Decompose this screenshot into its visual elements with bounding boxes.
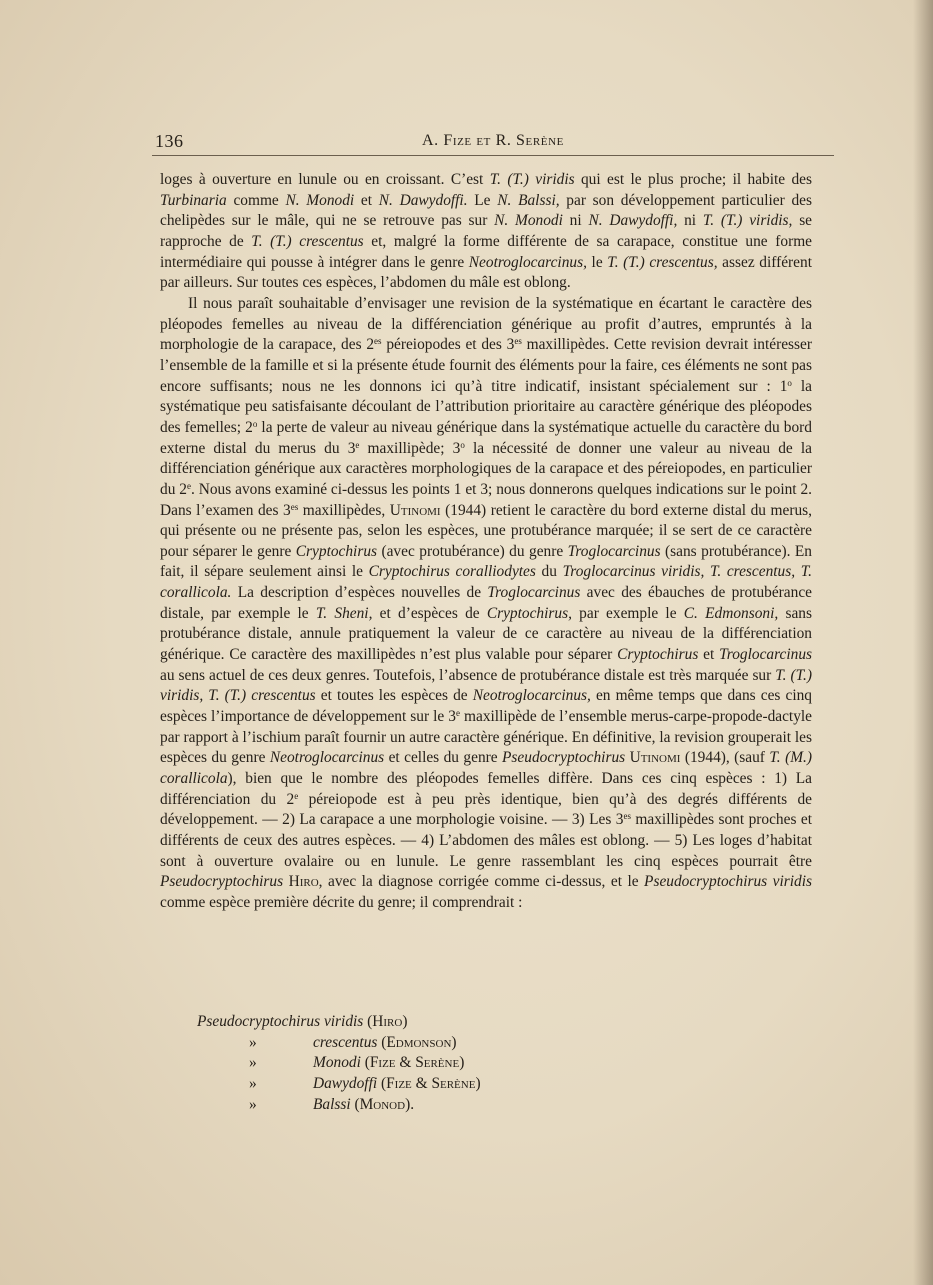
text-run: du: [535, 563, 563, 581]
taxon-name: Cryptochirus,: [486, 604, 572, 622]
taxon-name: T. (T.) crescentus: [251, 232, 364, 250]
running-head: A. Fize et R. Serène: [421, 132, 564, 149]
ditto-mark: »: [249, 1095, 257, 1113]
ditto-mark: »: [249, 1033, 257, 1051]
text-run: maxillipèdes sont proches et différents de ceux des autres espèces. — 4) L’abdomen des mâles est oblong. — 5) Les loges d’habitat sont à ouverture ovalaire ou en lunule. Le genre rassemblant les cinq espèces pourrait être: [160, 811, 812, 870]
text-run: péreiopode est à peu près identique, bien qu’à des degrés différents de développement. — 2) La carapace a une morphologie voisine. — 3) Les 3: [160, 790, 813, 829]
taxon-name: Troglocarcinus: [719, 646, 812, 664]
ditto-mark: »: [249, 1054, 257, 1072]
text-run: et toutes les espèces de: [315, 687, 473, 705]
ordinal-superscript: o: [787, 377, 792, 388]
ordinal-superscript: es: [290, 501, 299, 512]
author-name: (Fize & Serène): [377, 1075, 481, 1093]
taxon-name: Pseudocryptochirus viridis: [197, 1013, 364, 1030]
text-run: au sens actuel de ces deux genres. Toutefois, l’absence de protubérance distale est très marquée sur: [160, 666, 776, 684]
taxon-name: Troglocarcinus: [487, 584, 581, 602]
text-run: le: [586, 253, 608, 271]
ditto-mark: »: [249, 1075, 257, 1093]
taxon-name: N. Monodi: [285, 191, 355, 209]
text-run: avec la diagnose corrigée comme ci-dessus, et le: [322, 873, 645, 891]
ordinal-superscript: o: [460, 439, 465, 450]
taxon-name: Troglocarcinus: [567, 542, 661, 560]
author-name: (Fize & Serène): [360, 1054, 465, 1072]
text-run: comme espèce première décrite du genre; il comprendrait :: [160, 893, 523, 911]
text-run: et, malgré la forme différente de sa carapace, constitue une forme intermédiaire qui pousse à intégrer dans le genre: [160, 232, 812, 271]
author-name: (Edmonson): [377, 1033, 457, 1051]
taxon-name: Neotroglocarcinus: [269, 749, 385, 767]
text-run: ni: [562, 212, 589, 230]
text-run: et: [354, 191, 379, 209]
taxon-name: Cryptochirus: [617, 646, 699, 664]
author-name: Utinomi: [389, 501, 441, 519]
taxon-name: C. Edmonsoni,: [683, 604, 779, 622]
ordinal-superscript: o: [252, 418, 258, 429]
taxon-name: Turbinaria: [160, 191, 227, 209]
ordinal-superscript: e: [456, 708, 460, 719]
taxon-name: T. (M.) corallicola: [160, 749, 812, 788]
text-run: ), bien que le nombre des pléopodes femelles diffère. Dans ces cinq espèces : 1) La différenciation du 2: [160, 770, 812, 808]
paragraph-1: [160, 170, 812, 294]
binding-shadow: [913, 0, 933, 1285]
text-run: loges à ouverture en lunule ou en croissant. C’est: [160, 171, 490, 188]
taxon-name: T. (T.) crescentus,: [607, 253, 718, 271]
taxon-name: Troglocarcinus viridis, T. crescentus, T. corallicola.: [160, 563, 812, 602]
ordinal-superscript: e: [186, 480, 191, 491]
author-name: (Monod).: [350, 1095, 415, 1113]
taxon-name: Neotroglocarcinus,: [472, 687, 591, 705]
text-run: Il nous paraît souhaitable d’envisager une revision de la systématique en écartant le caractère des pléopodes femelles au niveau de la différenciation générique au profit d’autres, empruntés à la morphologie de la carapace, des 2: [160, 294, 812, 354]
taxon-name: crescentus: [313, 1033, 378, 1051]
text-run: maxillipède de l’ensemble merus-carpe-propode-dactyle par rapport à l’ischium paraît fournir un autre caractère générique. En définitive, la revision grouperait les espèces du genre: [160, 708, 813, 767]
ordinal-superscript: es: [623, 811, 631, 822]
taxon-name: Pseudocryptochirus: [160, 873, 284, 891]
text-run: maxillipèdes,: [298, 501, 390, 519]
taxon-name: Pseudocryptochirus viridis: [644, 873, 812, 891]
page-number: 136: [155, 131, 184, 151]
taxon-name: N. Dawydoffi.: [378, 191, 468, 209]
page-header: [152, 131, 834, 156]
taxon-name: Balssi: [313, 1095, 351, 1113]
species-entry: [313, 1053, 464, 1074]
text-run: La description d’espèces nouvelles de: [231, 584, 488, 602]
text-run: et celles du genre: [384, 749, 503, 767]
author-name: Utinomi: [629, 749, 681, 767]
taxon-name: Dawydoffi: [313, 1075, 378, 1093]
text-run: qui est le plus proche; il habite des: [574, 171, 813, 188]
text-run: comme: [226, 191, 286, 209]
taxon-name: Cryptochirus: [295, 542, 378, 560]
text-run: par exemple le: [571, 604, 684, 622]
text-run: et: [698, 646, 720, 664]
taxon-name: T. (T.) viridis: [489, 171, 575, 188]
taxon-name: Monodi: [313, 1054, 361, 1072]
taxon-name: Neotroglocarcinus,: [468, 253, 587, 271]
author-name: (Hiro): [363, 1013, 408, 1030]
text-run: la nécessité de donner une valeur au niveau de la différenciation générique aux caractères morphologiques de la carapace et des péreiopodes, en particulier du 2: [160, 439, 812, 498]
list-item: [197, 1053, 757, 1074]
text-run: (avec protubérance) du genre: [377, 542, 568, 560]
species-entry: [313, 1074, 481, 1095]
text-run: (1944), (sauf: [680, 749, 770, 767]
ordinal-superscript: e: [294, 790, 299, 801]
text-run: . Nous avons examiné ci-dessus les points 1 et 3; nous donnerons quelques indications sur le point 2. Dans l’examen des 3: [160, 480, 812, 519]
text-run: par son développement particulier des chelipèdes sur le mâle, qui ne se retrouve pas sur: [160, 191, 812, 230]
species-entry: [197, 1012, 407, 1033]
ordinal-superscript: e: [355, 439, 360, 450]
text-run: assez différent par ailleurs. Sur toutes ces espèces, l’abdomen du mâle est oblong.: [160, 253, 812, 292]
text-run: avec des ébauches de protubérance distale, par exemple le: [160, 584, 812, 622]
text-run: (1944) retient le caractère du bord externe distal du merus, qui présente ou ne présente pas, selon les espèces, une protubérance marquée; il se sert de ce caractère pour séparer le genre: [160, 501, 812, 560]
taxon-name: Cryptochirus coralliodytes: [368, 563, 536, 581]
ordinal-superscript: es: [514, 336, 522, 347]
text-run: la perte de valeur au niveau générique dans la systématique actuelle du caractère du bord externe distal du merus du 3: [160, 418, 812, 457]
taxon-name: T. (T.) viridis, T. (T.) crescentus: [160, 666, 812, 705]
text-run: et d’espèces de: [372, 604, 487, 622]
ordinal-superscript: es: [374, 336, 382, 347]
text-run: en même temps que dans ces cinq espèces l’importance de développement sur le 3: [160, 687, 813, 726]
body-text: [160, 170, 812, 914]
text-run: Le: [467, 191, 498, 209]
taxon-name: N. Balssi,: [497, 191, 560, 209]
taxon-name: T. Sheni,: [315, 604, 373, 622]
species-entry: [313, 1095, 414, 1116]
list-item: [197, 1074, 757, 1095]
paragraph-2: [160, 294, 812, 914]
text-run: se rapproche de: [160, 212, 813, 250]
text-run: maxillipèdes. Cette revision devrait intéresser l’ensemble de la famille et si la présente étude fournit des éléments pour la faire, ces éléments ne sont pas encore suffisants; nous ne les donnons ici qu’à titre indicatif, insistant spécialement sur : 1: [160, 336, 812, 395]
text-run: (sans protubérance). En fait, il sépare seulement ainsi le: [160, 542, 812, 581]
text-run: ni: [677, 212, 703, 230]
list-item: [197, 1095, 757, 1116]
text-run: péreiopodes et des 3: [381, 336, 515, 354]
text-run: la systématique peu satisfaisante découlant de l’attribution prioritaire au caractère générique des pléopodes des femelles; 2: [160, 377, 812, 436]
author-name: Hiro,: [288, 873, 323, 891]
list-item: [197, 1033, 757, 1054]
text-run: maxillipède; 3: [359, 439, 461, 457]
species-list: [197, 1012, 757, 1115]
taxon-name: T. (T.) viridis,: [702, 212, 793, 230]
taxon-name: Pseudocryptochirus: [502, 749, 626, 767]
species-entry: [313, 1033, 457, 1054]
text-run: sans protubérance distale, annule pratiquement la valeur de ce caractère au niveau de la différenciation générique. Ce caractère des maxillipèdes n’est plus valable pour séparer: [160, 604, 812, 664]
taxon-name: N. Dawydoffi,: [588, 212, 678, 230]
list-item: [197, 1012, 757, 1033]
taxon-name: N. Monodi: [494, 212, 563, 230]
